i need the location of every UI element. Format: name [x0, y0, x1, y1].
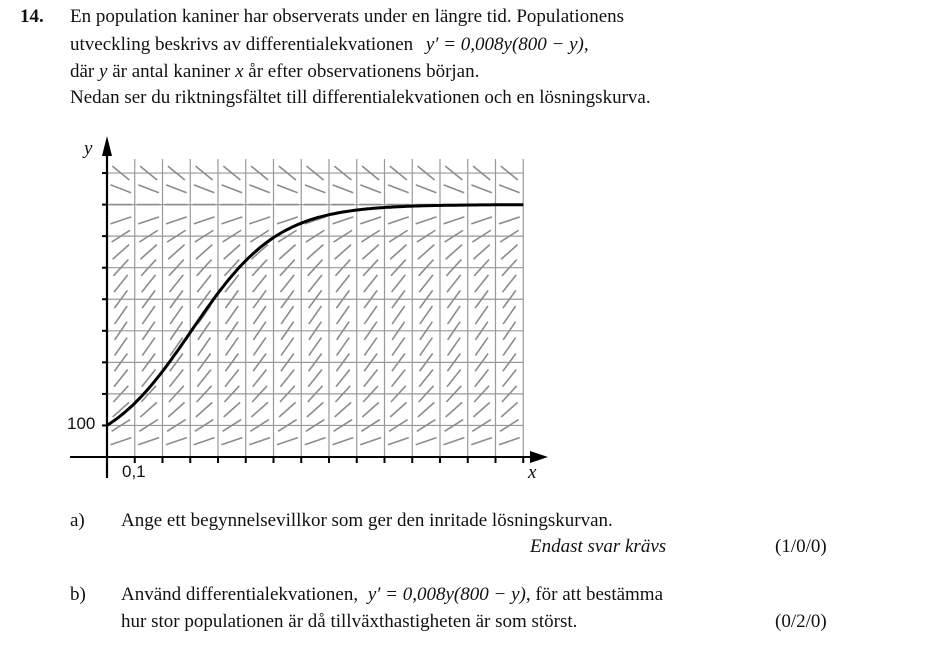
slope-segment: [360, 217, 381, 224]
slope-segment: [473, 245, 489, 260]
slope-segment: [308, 370, 322, 387]
slope-segment: [446, 245, 462, 260]
slope-segment: [277, 185, 298, 193]
slope-segment: [337, 338, 350, 356]
intro-line-1: En population kaniner har observerats under en längre tid. Populationens: [70, 6, 625, 27]
slope-segment: [197, 275, 211, 292]
slope-segment: [226, 338, 239, 356]
slope-segment: [471, 185, 492, 193]
slope-segment: [335, 245, 351, 260]
slope-segment: [221, 438, 242, 445]
slope-segment: [447, 275, 461, 292]
slope-segment: [337, 306, 350, 324]
slope-segment: [475, 275, 489, 292]
slope-segment: [222, 185, 243, 193]
slope-segment: [305, 185, 326, 193]
part-b-line-1: [121, 584, 663, 606]
slope-segment: [475, 370, 489, 387]
slope-segment: [446, 402, 462, 417]
slope-segment: [307, 402, 323, 417]
slope-segment: [335, 402, 351, 417]
slope-segment: [503, 338, 516, 356]
slope-segment: [309, 306, 322, 324]
slope-segment: [281, 370, 295, 387]
slope-segment: [110, 438, 131, 445]
slope-segment: [170, 370, 184, 387]
slope-segment: [113, 245, 129, 260]
slope-segment: [138, 438, 159, 445]
slope-segment: [277, 438, 298, 445]
slope-segment: [196, 245, 212, 260]
y-axis-arrow-icon: [102, 136, 112, 156]
part-b-label: b): [70, 584, 86, 605]
slope-segment: [114, 370, 128, 387]
part-a-points: (1/0/0): [775, 536, 827, 557]
part-a-text: Ange ett begynnelsevillkor som ger den inritade lösningskurvan.: [121, 510, 613, 531]
slope-segment: [336, 275, 350, 292]
slope-segment: [336, 370, 350, 387]
slope-segment: [388, 185, 409, 193]
slope-segment: [110, 217, 131, 224]
slope-segment: [253, 306, 266, 324]
slope-segment: [416, 438, 437, 445]
slope-segment: [420, 306, 433, 324]
slope-segment: [281, 275, 295, 292]
intro-line-4: Nedan ser du riktningsfältet till differentialekvationen och en lösningskurva.: [70, 87, 651, 108]
intro-equation: y′ = 0,008y(800 − y),: [425, 34, 589, 55]
slope-segment: [447, 370, 461, 387]
slope-segment: [194, 217, 215, 224]
slope-segment: [499, 217, 520, 224]
slope-segment: [364, 306, 377, 324]
slope-segment: [168, 402, 184, 417]
slope-segment: [360, 185, 381, 193]
slope-segment: [281, 338, 294, 356]
part-b-points: (0/2/0): [775, 611, 827, 632]
slope-segment: [224, 402, 240, 417]
intro-line-3-start: där: [70, 61, 95, 82]
slope-segment: [416, 185, 437, 193]
var-y: y: [99, 61, 108, 82]
slope-segment: [503, 275, 517, 292]
slope-segment: [308, 275, 322, 292]
slope-segment: [475, 306, 488, 324]
slope-segment: [392, 306, 405, 324]
slope-segment: [309, 338, 322, 356]
slope-segment: [198, 338, 211, 356]
intro-line-2-text: utveckling beskrivs av differentialekvationen: [70, 34, 414, 55]
slope-segment: [503, 306, 516, 324]
slope-segment: [115, 306, 128, 324]
intro-line-3-mid: är antal kaniner: [112, 61, 231, 82]
x-axis-label: x: [528, 462, 537, 483]
slope-segment: [364, 338, 377, 356]
slope-segment: [168, 245, 184, 260]
slope-segment: [277, 217, 298, 224]
slope-segment: [499, 185, 520, 193]
slope-segment: [251, 402, 267, 417]
slope-segment: [360, 438, 381, 445]
slope-segment: [226, 306, 239, 324]
slope-segment: [196, 402, 212, 417]
slope-segment: [279, 402, 295, 417]
slope-segment: [443, 438, 464, 445]
slope-segment: [166, 438, 187, 445]
slope-segment: [221, 217, 242, 224]
slope-segment: [170, 306, 183, 324]
slope-segment: [140, 245, 156, 260]
slope-segment: [138, 217, 159, 224]
problem-number: 14.: [20, 6, 44, 27]
slope-segment: [392, 338, 405, 356]
x-tick-label-0-1: 0,1: [122, 462, 146, 481]
slope-segment: [420, 338, 433, 356]
slope-segment: [419, 275, 433, 292]
slope-segment: [249, 185, 270, 193]
slope-segment: [418, 245, 434, 260]
slope-segment: [225, 370, 239, 387]
slope-segment: [364, 370, 378, 387]
slope-segment: [197, 370, 211, 387]
slope-segment: [448, 306, 461, 324]
slope-segment: [138, 185, 159, 193]
slope-segment: [362, 245, 378, 260]
slope-field: [110, 166, 521, 445]
slope-segment: [392, 370, 406, 387]
slope-segment: [249, 438, 270, 445]
slope-segment: [503, 370, 517, 387]
part-b-equation: y′ = 0,008y(800 − y): [367, 584, 526, 605]
slope-segment: [392, 275, 406, 292]
slope-segment: [418, 402, 434, 417]
slope-segment: [390, 245, 406, 260]
slope-segment: [443, 217, 464, 224]
var-x: x: [235, 61, 244, 82]
slope-segment: [170, 275, 184, 292]
slope-segment: [142, 275, 156, 292]
slope-segment: [111, 185, 132, 193]
slope-segment: [388, 438, 409, 445]
slope-segment: [142, 306, 155, 324]
slope-segment: [253, 370, 267, 387]
slope-segment: [332, 438, 353, 445]
slope-segment: [444, 185, 465, 193]
slope-segment: [142, 338, 155, 356]
part-a-note: Endast svar krävs: [530, 536, 667, 557]
slope-segment: [281, 306, 294, 324]
part-b-line-2: hur stor populationen är då tillväxthastigheten är som störst.: [121, 611, 578, 632]
part-b-text-post: , för att bestämma: [525, 584, 664, 605]
part-b-text-pre: Använd differentialekvationen,: [121, 584, 359, 605]
y-tick-label-100: 100: [67, 414, 96, 433]
intro-line-3-end: år efter observationens början.: [248, 61, 480, 82]
y-axis-label: y: [84, 138, 93, 159]
slope-segment: [332, 217, 353, 224]
slope-segment: [305, 438, 326, 445]
slope-segment: [333, 185, 354, 193]
slope-segment: [362, 402, 378, 417]
slope-segment: [115, 338, 128, 356]
slope-segment: [140, 402, 156, 417]
slope-segment: [194, 438, 215, 445]
slope-segment: [194, 185, 215, 193]
slope-segment: [253, 338, 266, 356]
slope-segment: [419, 370, 433, 387]
slope-segment: [390, 402, 406, 417]
slope-segment: [114, 275, 128, 292]
slope-segment: [364, 275, 378, 292]
slope-segment: [166, 185, 187, 193]
slope-segment: [249, 217, 270, 224]
slope-segment: [166, 217, 187, 224]
slope-segment: [448, 338, 461, 356]
slope-segment: [253, 275, 267, 292]
slope-segment: [388, 217, 409, 224]
slope-segment: [471, 438, 492, 445]
slope-segment: [499, 438, 520, 445]
slope-segment: [501, 402, 517, 417]
slope-segment: [224, 245, 240, 260]
slope-segment: [279, 245, 295, 260]
slope-segment: [501, 245, 517, 260]
slope-segment: [416, 217, 437, 224]
slope-segment: [471, 217, 492, 224]
slope-segment: [475, 338, 488, 356]
part-a-label: a): [70, 510, 85, 531]
slope-segment: [307, 245, 323, 260]
slope-segment: [473, 402, 489, 417]
